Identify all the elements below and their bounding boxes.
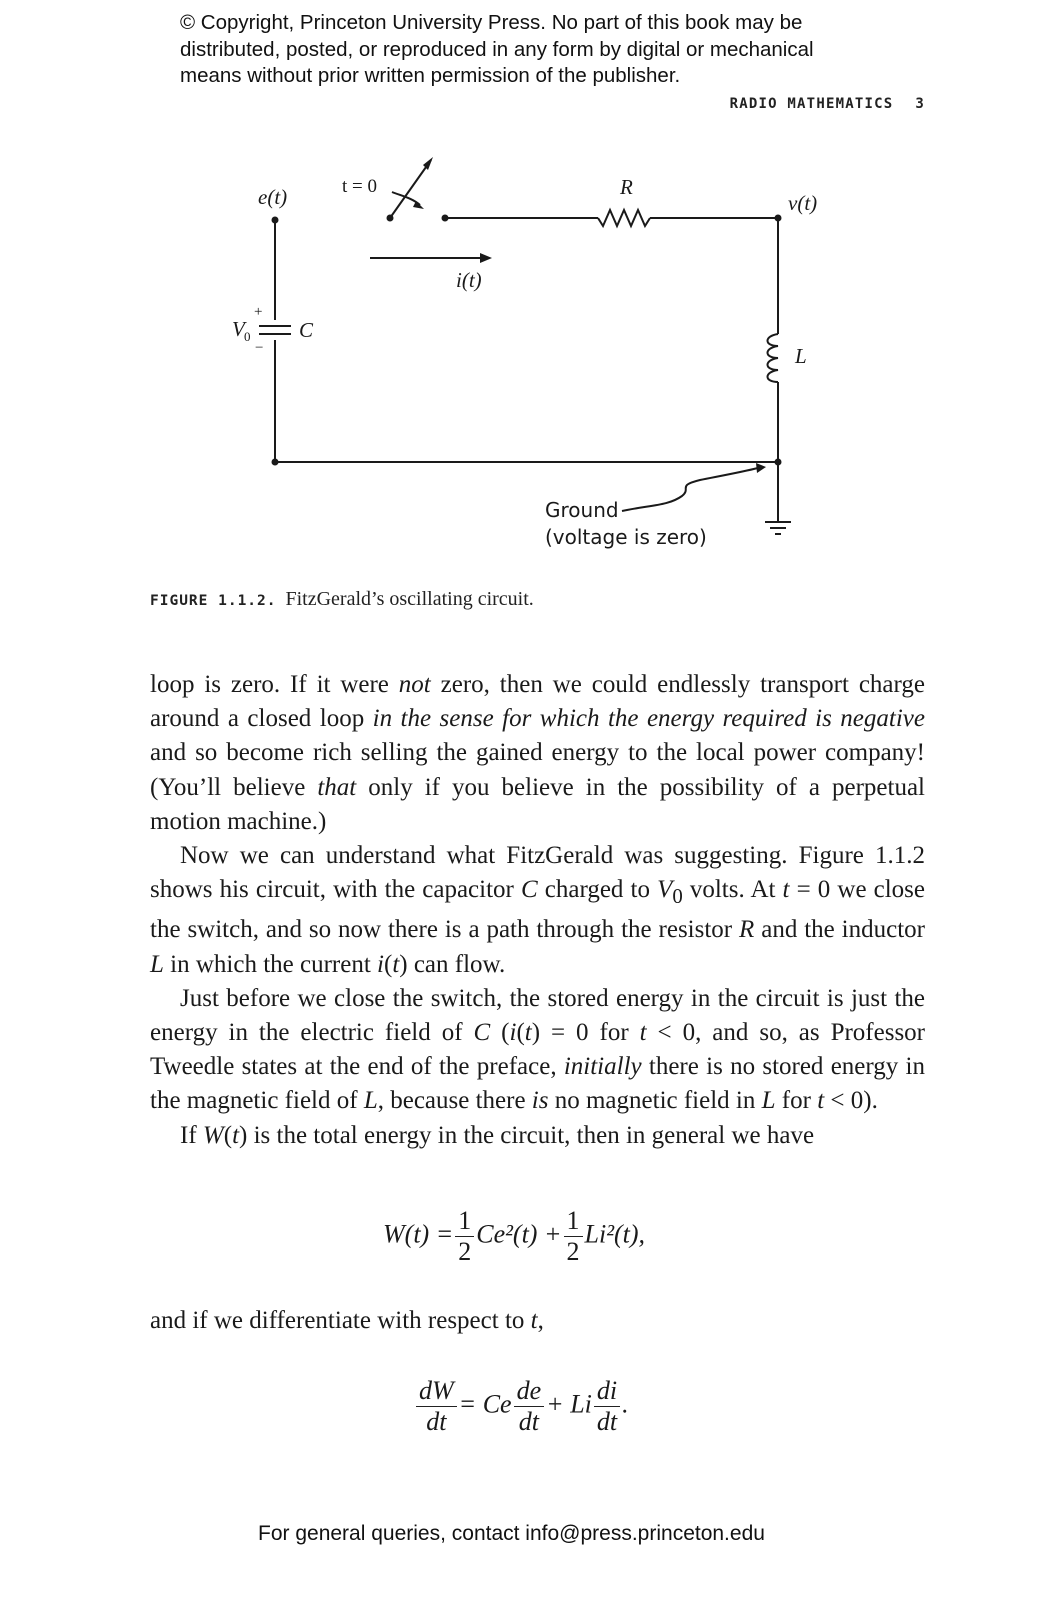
node-bottom-left [272,459,279,466]
label-l: L [795,344,807,368]
label-t0: t = 0 [342,176,377,197]
eq1-lhs: W(t) = [383,1219,454,1249]
label-v-t: v(t) [788,191,818,215]
eq1-term2: Li²(t), [584,1219,646,1249]
footer-contact: For general queries, contact info@press.princeton.edu [258,1522,765,1545]
copyright-line-3: means without prior written permission of the publisher. [180,64,681,87]
label-r: R [620,175,633,199]
node-e [272,217,279,224]
ground-pointer [622,468,758,511]
running-head-title: RADIO MATHEMATICS [729,96,894,112]
label-c: C [299,318,314,342]
paragraph-2: Now we can understand what FitzGerald was suggesting. Figure 1.1.2 shows his circuit, with the capacitor C charged to $V_0$ volts. At t = 0 we close the switch, and so now there is a path through the resistor R and the inductor L in which the current i(t) can flow. [150,842,925,978]
equation-derivative [414,1376,629,1437]
figure-caption-text: FitzGerald’s oscillating circuit. [285,588,534,610]
switch-blade [390,160,431,218]
label-v0: V [232,317,245,341]
body-text-2 [150,1304,925,1338]
label-minus: − [255,340,264,356]
eq1-half-a: $\frac{1}{2}$ [455,1206,474,1267]
ground-pointer-head [756,463,766,473]
figure-caption-label: FIGURE 1.1.2. [150,593,277,609]
paragraph-1: loop is zero. If it were not zero, then we could endlessly transport charge around a closed loop in the sense for which the energy required is negative and so become rich selling the gained energy to the local power company! (You’ll believe that only if you believe in the possibility of a perpetual motion machine.) [150,671,925,835]
node-ground [775,459,782,466]
copyright-line-2: distributed, posted, or reproduced in any form by digital or mechanical [180,37,814,61]
resistor-zigzag [598,210,650,226]
equation-energy [383,1206,645,1267]
eq2-di-dt: $\frac{di}{dt}$ [594,1376,620,1437]
label-ground: Ground [545,498,619,522]
eq2-dw-dt: $\frac{dW}{dt}$ [416,1376,457,1437]
paragraph-5: and if we differentiate with respect to t, [150,1307,544,1334]
paragraph-4: If W(t) is the total energy in the circuit, then in general we have [180,1121,815,1149]
eq1-term1: Ce²(t) + [476,1219,562,1249]
eq2-plus-li: + Li [546,1389,592,1419]
copyright-line-1: © Copyright, Princeton University Press. No part of this book may be [180,11,803,34]
eq2-de-dt: $\frac{de}{dt}$ [514,1376,545,1437]
label-i-t: i(t) [456,268,482,292]
paragraph-3: Just before we close the switch, the stored energy in the circuit is just the energy in the electric field of C (i(t) = 0 for t < 0, and so, as Professor Tweedle states at the end of the preface, initially there is no stored energy in the magnetic field of L, because there is no magnetic field in L for t < 0). [150,984,926,1115]
body-text [150,668,925,1153]
inductor-coil [768,334,779,382]
figure-caption [150,588,534,611]
switch-pivot [387,215,394,222]
label-v0-sub: 0 [244,329,251,344]
node-v [775,215,782,222]
label-voltage-zero: (voltage is zero) [545,525,707,549]
label-e-t: e(t) [258,185,288,209]
switch-contact [442,215,449,222]
label-plus: + [254,304,263,320]
eq1-half-b: $\frac{1}{2}$ [564,1206,583,1267]
circuit-figure [0,0,1050,620]
page-number: 3 [915,96,925,112]
eq2-eq-ce: = Ce [458,1389,512,1419]
eq2-end: . [622,1389,629,1419]
current-arrowhead [480,253,492,263]
